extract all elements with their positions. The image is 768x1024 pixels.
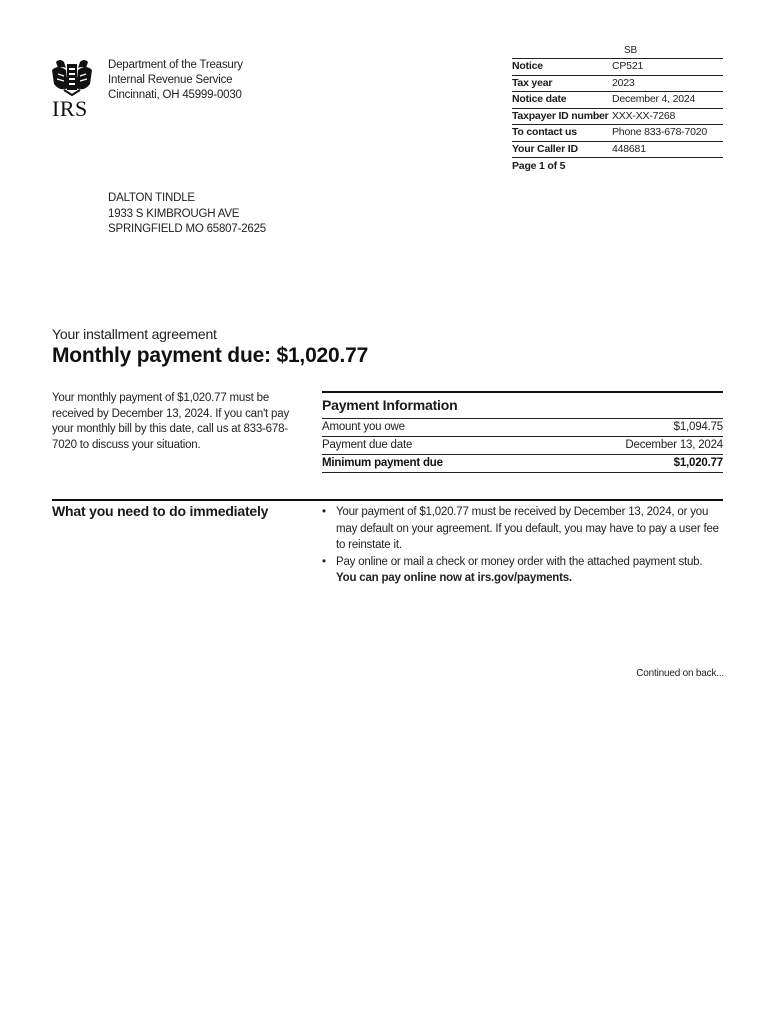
notice-headline: Monthly payment due: $1,020.77 <box>52 344 369 367</box>
eagle-icon <box>50 58 94 96</box>
info-value: Phone 833-678-7020 <box>612 126 708 138</box>
payment-value: $1,094.75 <box>673 421 723 433</box>
action-list <box>322 504 722 587</box>
info-label: Tax year <box>512 76 553 89</box>
payment-information-title: Payment Information <box>322 391 723 418</box>
recipient-address <box>108 191 266 238</box>
bullet-icon: • <box>322 555 326 568</box>
info-value: CP521 <box>612 60 644 72</box>
payment-value: December 13, 2024 <box>625 439 723 451</box>
payment-row-amount-owed <box>322 418 723 436</box>
info-row-notice <box>512 58 723 75</box>
info-label: Your Caller ID <box>512 142 578 155</box>
action-section <box>52 499 723 584</box>
info-label: Notice date <box>512 93 567 105</box>
payment-information-table <box>322 391 723 473</box>
action-item <box>322 504 722 554</box>
info-label: Taxpayer ID number <box>512 109 609 122</box>
info-row-tax-year <box>512 75 723 92</box>
payment-summary-text: Your monthly payment of $1,020.77 must be received by December 13, 2024. If you can't pay your monthly bill by this date, call us at 833-678-7020 to discuss your situation. <box>52 392 289 451</box>
payment-label: Minimum payment due <box>322 457 443 469</box>
payment-label: Payment due date <box>322 439 413 451</box>
recipient-street: 1933 S KIMBROUGH AVE <box>108 207 240 220</box>
info-label: Notice <box>512 60 543 72</box>
notice-subtitle: Your installment agreement <box>52 326 217 342</box>
payment-row-minimum-due <box>322 454 723 473</box>
agency-city: Cincinnati, OH 45999-0030 <box>108 89 242 101</box>
action-section-title: What you need to do immediately <box>52 503 269 519</box>
agency-block <box>108 58 243 103</box>
action-item-text: Pay online or mail a check or money order with the attached payment stub. <box>336 555 703 568</box>
info-row-taxpayer-id <box>512 108 723 125</box>
recipient-city: SPRINGFIELD MO 65807-2625 <box>108 223 266 235</box>
info-label: To contact us <box>512 126 577 138</box>
info-value: XXX-XX-7268 <box>612 109 676 122</box>
info-row-caller-id <box>512 141 723 159</box>
agency-service: Internal Revenue Service <box>108 74 233 86</box>
action-item <box>322 554 722 587</box>
continued-note: Continued on back... <box>636 668 724 679</box>
info-value: December 4, 2024 <box>612 93 696 105</box>
recipient-name: DALTON TINDLE <box>108 192 195 204</box>
payment-row-due-date <box>322 436 723 454</box>
bullet-icon: • <box>322 506 326 518</box>
info-value: 448681 <box>612 142 646 155</box>
info-row-contact <box>512 124 723 141</box>
info-value: 2023 <box>612 76 635 89</box>
notice-code: SB <box>624 45 637 56</box>
page-number: Page 1 of 5 <box>512 160 566 172</box>
irs-eagle-logo <box>50 58 96 96</box>
agency-department: Department of the Treasury <box>108 59 243 71</box>
notice-info-box <box>512 44 723 172</box>
payment-value: $1,020.77 <box>673 457 723 469</box>
action-item-text: Your payment of $1,020.77 must be received by December 13, 2024, or you may default on your agreement. If you default, you may have to pay a user fee to reinstate it. <box>336 506 719 551</box>
pay-online-link-text[interactable]: You can pay online now at irs.gov/payments. <box>336 572 572 584</box>
irs-logo-text: IRS <box>52 96 88 121</box>
info-row-notice-date <box>512 91 723 108</box>
payment-label: Amount you owe <box>322 421 405 433</box>
